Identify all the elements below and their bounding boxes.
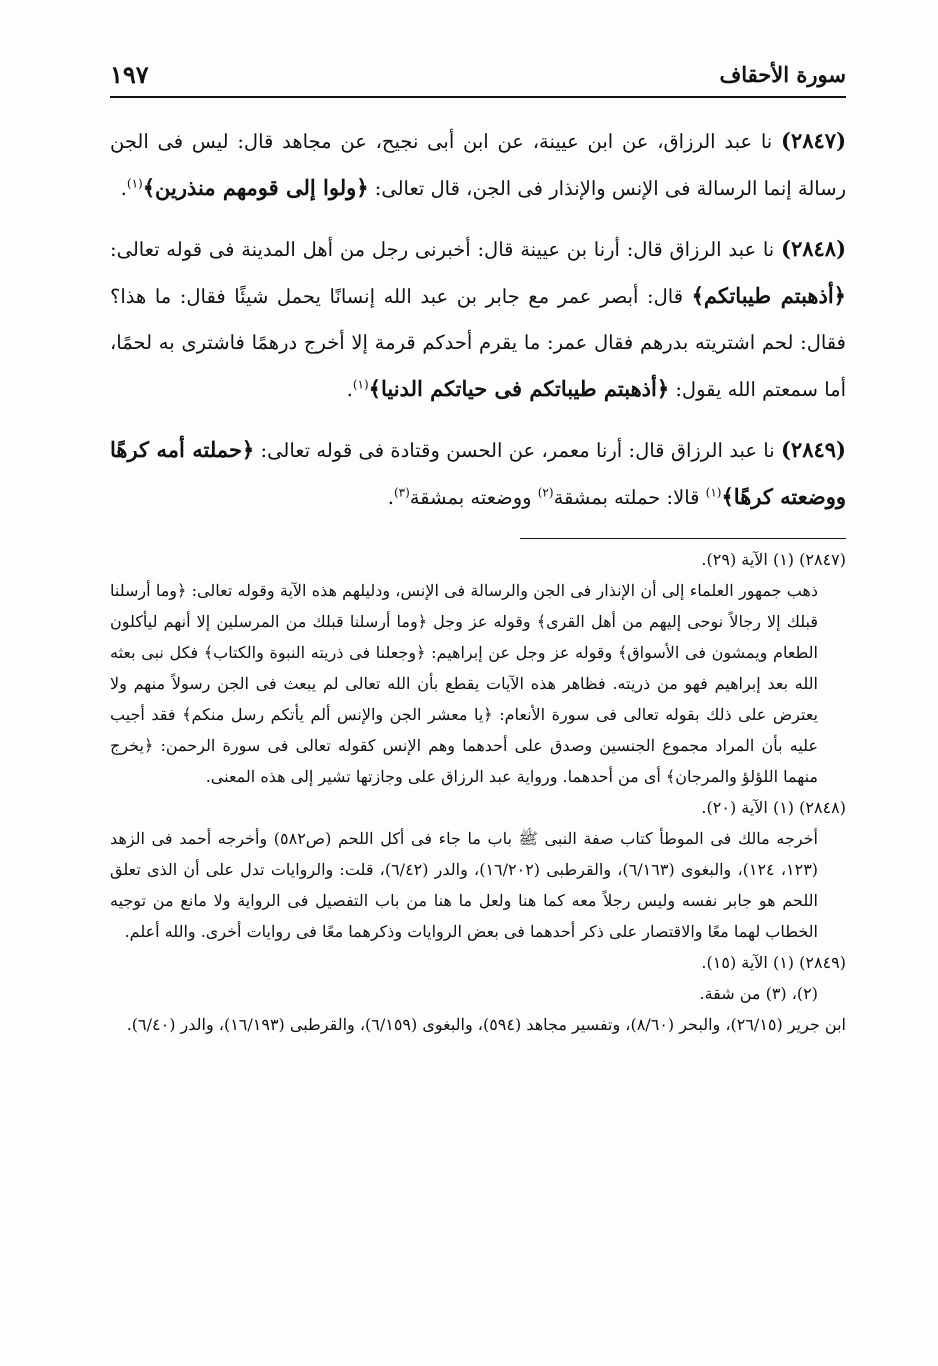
footnote-ref-2847: (٢٨٤٧) (١) الآية (٢٩). [701, 550, 846, 569]
hadith-text: قال: أبصر عمر مع جابر بن عبد الله إنسانًا يحمل شيئًا فقال: ما هذا؟ فقال: لحم اشتريته بدرهم فقال عمر: ما يقرم أحدكم قرمة إلا أخرج درهمًا فاشترى به لحمًا، أما سمعتم الله يقول: [110, 285, 846, 401]
footnote-sub-2849: (٢)، (٣) من شقة. [699, 984, 818, 1003]
footnote-divider [520, 538, 846, 539]
hadith-2849 [110, 427, 846, 521]
hadith-number: (٢٨٤٩) [780, 437, 846, 462]
hadith-number: (٢٨٤٨) [781, 236, 846, 261]
footnote-marker: (١) [352, 377, 369, 392]
hadith-text: نا عبد الرزاق قال: أرنا بن عيينة قال: أخبرنى رجل من أهل المدينة فى قوله تعالى: [110, 238, 781, 261]
hadith-number: (٢٨٤٧) [781, 128, 846, 153]
quran-quote: ﴿أذهبتم طيباتكم﴾ [691, 283, 846, 308]
footnote-body-2848: أخرجه مالك فى الموطأ كتاب صفة النبى ﷺ باب ما جاء فى أكل اللحم (ص٥٨٢) وأخرجه أحمد فى الزهد (١٢٣، ١٢٤)، والبغوى (٦/١٦٣)، والقرطبى (١٦/٢٠٢)، والدر (٦/٤٢)، قلت: والروايات تدل على أن الذى تعلق اللحم هو جابر نفسه وليس رجلاً معه كما هنا ولعل ما هنا من باب التفصيل فى الرواية ولا مانع من توجيه الخطاب لهما معًا والاقتصار على ذكر أحدهما فى بعض الروايات وذكرهما معًا فى روايات أخرى. والله أعلم. [110, 829, 819, 941]
hadith-end: . [346, 378, 353, 401]
footnote-marker: (١) [705, 485, 722, 500]
surah-title: سورة الأحقاف [719, 62, 846, 87]
main-text [110, 118, 846, 535]
hadith-text: نا عبد الرزاق، عن ابن عيينة، عن ابن أبى نجيح، عن مجاهد قال: ليس فى الجن رسالة إنما الرسالة فى الإنس والإنذار فى الجن، قال تعالى: [110, 130, 846, 200]
hadith-2848 [110, 226, 846, 413]
quran-quote: ﴿حملته أمه كرهًا ووضعته كرهًا﴾ [110, 437, 846, 509]
footnote-ref-2849: (٢٨٤٩) (١) الآية (١٥). [701, 953, 846, 972]
hadith-text: نا عبد الرزاق قال: أرنا معمر، عن الحسن وقتادة فى قوله تعالى: [254, 439, 781, 462]
quran-quote: ﴿ولوا إلى قومهم منذرين﴾ [142, 175, 369, 200]
footnote-marker: (١) [126, 176, 143, 191]
page-header [110, 56, 846, 98]
footnote-marker: (٣) [393, 485, 410, 500]
hadith-2847 [110, 118, 846, 212]
hadith-end: . [387, 486, 394, 509]
footnotes [110, 544, 846, 1040]
hadith-text: قالا: حملته بمشقة [553, 486, 706, 509]
footnote-body-2847: ذهب جمهور العلماء إلى أن الإنذار فى الجن والرسالة فى الإنس، ودليلهم هذه الآية وقوله تعالى: ﴿وما أرسلنا قبلك إلا رجالاً نوحى إليهم من أهل القرى﴾ وقوله عز وجل ﴿وما أرسلنا قبلك من المرسلين إلا أنهم ليأكلون الطعام ويمشون فى الأسواق﴾ وقوله عز وجل عن إبراهيم: ﴿وجعلنا فى ذريته النبوة والكتاب﴾ فكل نبى بعثه الله بعد إبراهيم فهو من ذريته. فظاهر هذه الآيات يقطع بأن الله تعالى لم يبعث فى الجن رسولاً منهم ولا يعترض على ذلك بقوله تعالى فى سورة الأنعام: ﴿يا معشر الجن والإنس ألم يأتكم رسل منكم﴾ فقد أجيب عليه بأن المراد مجموع الجنسين وصدق على أحدهما وهم الإنس كقوله تعالى فى سورة الرحمن: ﴿يخرج منهما اللؤلؤ والمرجان﴾ أى من أحدهما. ورواية عبد الرزاق على وجازتها تشير إلى هذه المعنى. [110, 581, 819, 786]
footnote-body-2849: ابن جرير (٢٦/١٥)، والبحر (٨/٦٠)، وتفسير مجاهد (٥٩٤)، والبغوى (٦/١٥٩)، والقرطبى (١٦/١٩٣)، والدر (٦/٤٠). [126, 1015, 846, 1034]
hadith-end: . [120, 177, 127, 200]
quran-quote: ﴿أذهبتم طيباتكم فى حياتكم الدنيا﴾ [368, 376, 670, 401]
hadith-text: ووضعته بمشقة [409, 486, 538, 509]
footnote-ref-2848: (٢٨٤٨) (١) الآية (٢٠). [701, 798, 846, 817]
page-number: ١٩٧ [110, 60, 149, 89]
footnote-marker: (٢) [537, 485, 554, 500]
